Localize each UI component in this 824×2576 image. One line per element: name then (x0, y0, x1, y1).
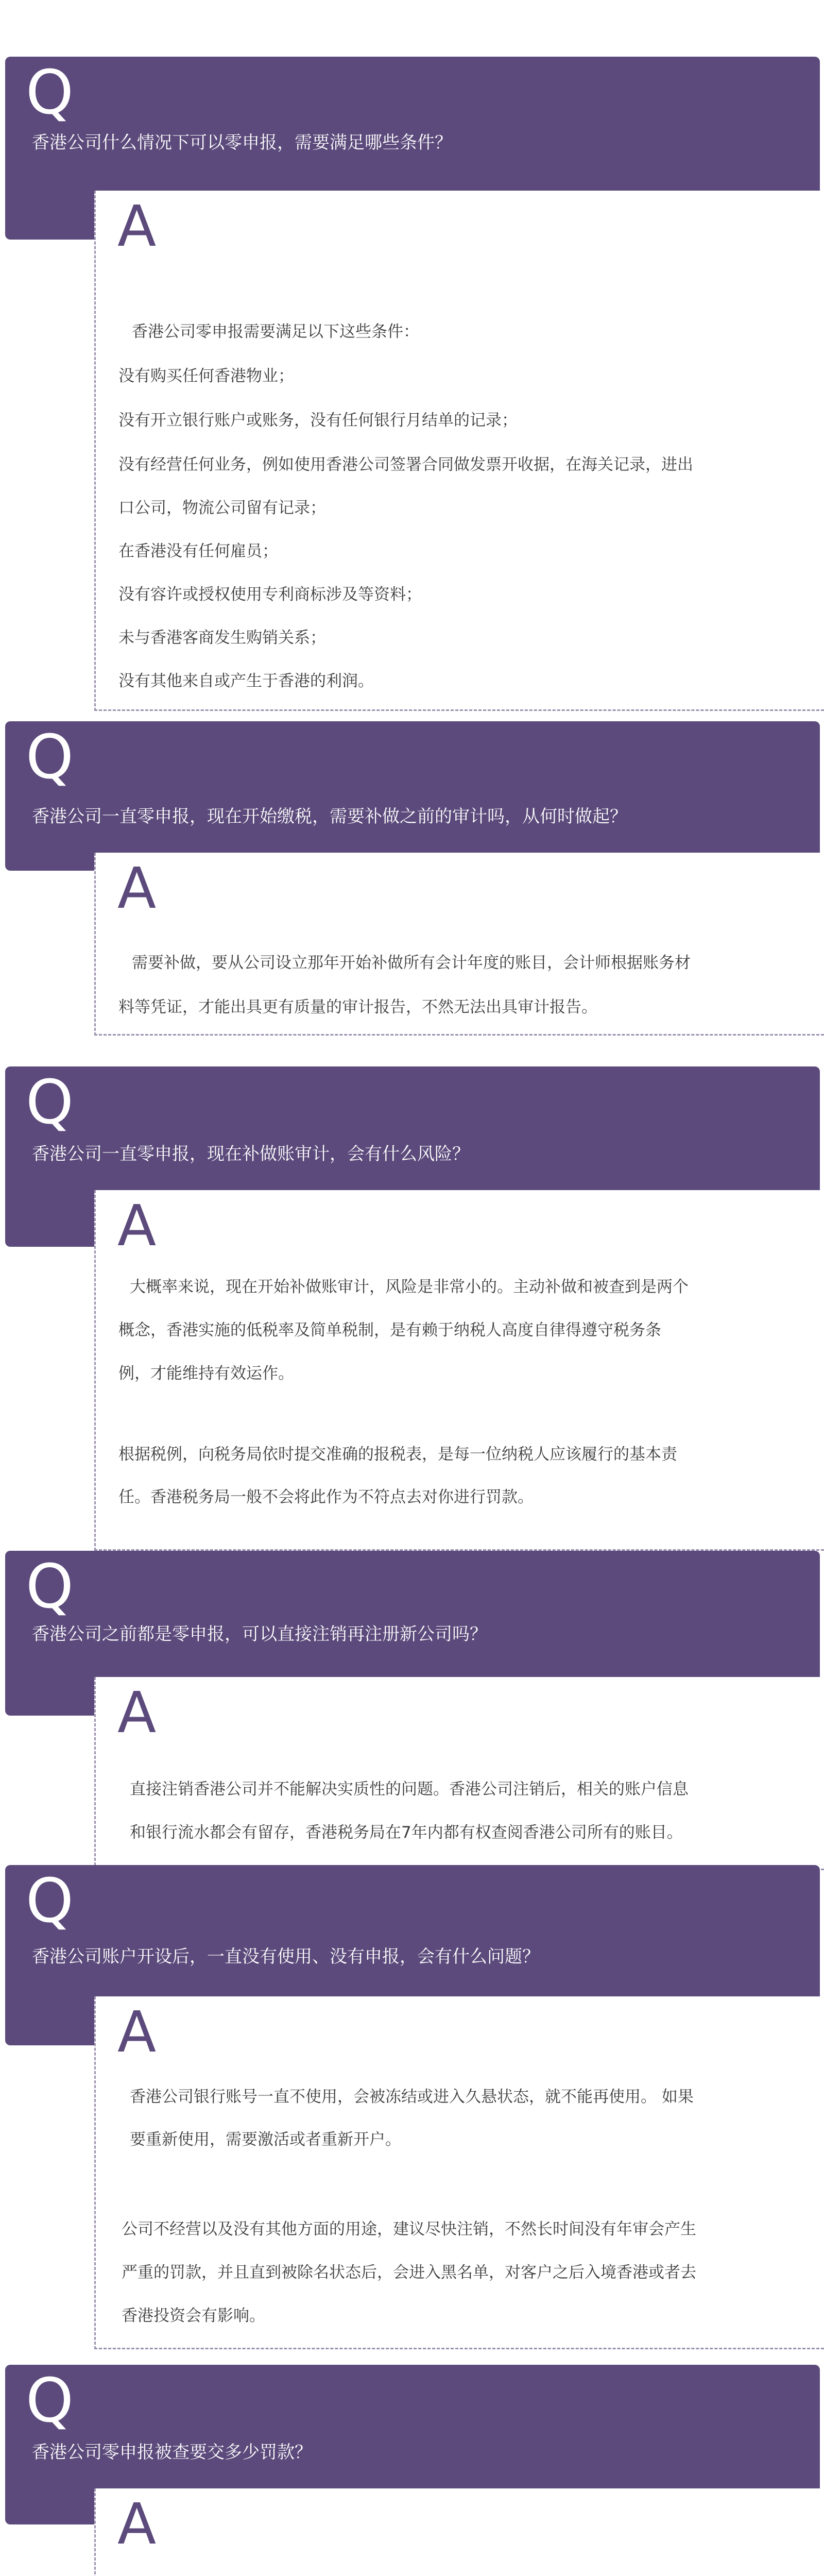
question-text: 香港公司什么情况下可以零申报，需要满足哪些条件？ (32, 132, 452, 153)
answer-line: 口公司，物流公司留有记录； (118, 499, 326, 517)
question-text: 香港公司一直零申报，现在补做账审计，会有什么风险？ (32, 1144, 470, 1164)
answer-mark-a: A (117, 855, 157, 921)
answer-line: 没有开立银行账户或账务，没有任何银行月结单的记录； (118, 411, 518, 430)
question-text: 香港公司零申报被查要交多少罚款？ (32, 2442, 312, 2463)
answer-line: 概念，香港实施的低税率及简单税制，是有赖于纳税人高度自律得遵守税务条 (118, 1321, 661, 1340)
answer-line: 大概率来说，现在开始补做账审计，风险是非常小的。主动补做和被查到是两个 (130, 1278, 689, 1296)
question-mark-q: Q (26, 2365, 74, 2436)
question-mark-q: Q (26, 721, 74, 792)
answer-line: 没有经营任何业务，例如使用香港公司签署合同做发票开收据，在海关记录，进出 (118, 455, 693, 474)
question-box (5, 721, 820, 871)
answer-box (94, 1677, 824, 1870)
question-mark-q: Q (26, 57, 74, 128)
answer-line: 例，才能维持有效运作。 (118, 1364, 294, 1383)
answer-line: 香港公司银行账号一直不使用，会被冻结或进入久悬状态，就不能再使用。 如果 (130, 2088, 694, 2106)
answer-box (94, 191, 824, 711)
answer-line: 香港公司零申报需要满足以下这些条件： (132, 323, 419, 341)
question-text: 香港公司账户开设后，一直没有使用、没有申报，会有什么问题？ (32, 1946, 540, 1967)
answer-box (94, 1190, 824, 1551)
answer-line: 没有购买任何香港物业； (118, 367, 294, 385)
question-mark-q: Q (26, 1066, 74, 1138)
answer-line: 直接注销香港公司并不能解决实质性的问题。香港公司注销后，相关的账户信息 (130, 1780, 689, 1799)
answer-mark-a: A (117, 1999, 157, 2065)
answer-line: 任。香港税务局一般不会将此作为不符点去对你进行罚款。 (118, 1488, 534, 1506)
answer-line: 要重新使用，需要激活或者重新开户。 (130, 2130, 401, 2149)
answer-box (94, 853, 824, 1036)
answer-line: 严重的罚款，并且直到被除名状态后，会进入黑名单，对客户之后入境香港或者去 (122, 2263, 696, 2282)
answer-mark-a: A (117, 193, 157, 259)
answer-line: 没有容许或授权使用专利商标涉及等资料； (118, 585, 422, 604)
answer-box (94, 1996, 824, 2349)
answer-line: 在香港没有任何雇员； (118, 542, 278, 561)
answer-mark-a: A (117, 2491, 157, 2557)
question-text: 香港公司之前都是零申报，可以直接注销再注册新公司吗？ (32, 1624, 487, 1645)
answer-line: 公司不经营以及没有其他方面的用途，建议尽快注销，不然长时间没有年审会产生 (122, 2220, 696, 2239)
question-mark-q: Q (26, 1865, 74, 1936)
answer-line: 没有其他来自或产生于香港的利润。 (118, 672, 374, 690)
answer-line: 和银行流水都会有留存，香港税务局在7年内都有权查阅香港公司所有的账目。 (130, 1823, 683, 1842)
answer-line: 料等凭证，才能出具更有质量的审计报告，不然无法出具审计报告。 (118, 998, 597, 1016)
answer-box (94, 2488, 824, 2576)
question-text: 香港公司一直零申报，现在开始缴税，需要补做之前的审计吗，从何时做起？ (32, 806, 627, 827)
answer-mark-a: A (117, 1193, 157, 1259)
answer-line: 香港投资会有影响。 (122, 2307, 265, 2325)
answer-mark-a: A (117, 1680, 157, 1745)
answer-line: 未与香港客商发生购销关系； (118, 629, 326, 647)
answer-line: 根据税例，向税务局依时提交准确的报税表，是每一位纳税人应该履行的基本责 (118, 1445, 677, 1464)
question-mark-q: Q (26, 1551, 74, 1622)
answer-line: 需要补做，要从公司设立那年开始补做所有会计年度的账目，会计师根据账务材 (132, 954, 691, 972)
